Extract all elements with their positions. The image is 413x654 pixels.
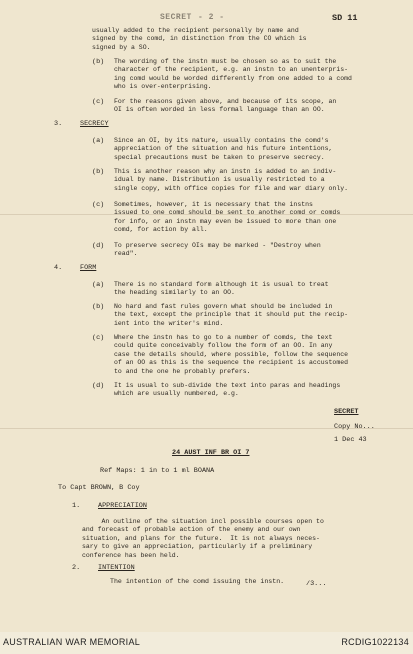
form-para-c: Where the instn has to go to a number of comds, the text could quite conceivably follow the form of an OO. In any case the details should, where possible, follow the sequence of an OO as this is the sequence the recipient is accustomed to and the one he probably prefers. xyxy=(114,334,349,375)
example-para-title: INTENTION xyxy=(98,564,135,572)
paragraph-c: For the reasons given above, and because of its scope, an OI is often worded in less formal language than an OO. xyxy=(114,98,337,114)
section-title: FORM xyxy=(80,264,97,272)
section-number: 3. xyxy=(54,120,63,128)
example-copy-number: Copy No... xyxy=(334,423,375,431)
para-label: (a) xyxy=(92,281,105,289)
example-para-title: APPRECIATION xyxy=(98,502,147,510)
para-label: (b) xyxy=(92,58,105,66)
example-para-number: 1. xyxy=(72,502,81,510)
secrecy-para-c: Sometimes, however, it is necessary that the instns issued to one comd should be sent to another comd or comds for info, or an instn may even be issued to more than one comd, for action by all. xyxy=(114,201,341,234)
example-addressee: To Capt BROWN, B Coy xyxy=(58,484,140,492)
archive-footer xyxy=(0,632,413,654)
document-code: SD 11 xyxy=(332,13,358,23)
para-label: (c) xyxy=(92,201,105,209)
para-label: (b) xyxy=(92,303,105,311)
form-para-d: It is usual to sub-divide the text into paras and headings which are usually numbered, e.g. xyxy=(114,382,341,398)
para-label: (c) xyxy=(92,334,105,342)
para-label: (a) xyxy=(92,137,105,145)
example-para-number: 2. xyxy=(72,564,81,572)
para-label: (d) xyxy=(92,242,105,250)
form-para-b: No hard and fast rules govern what should be included in the text, except the principle that it should put the recip- ient into the writer's mind. xyxy=(114,303,349,327)
continuation-text: usually added to the recipient personally by name and signed by the comd, in distinction from the CO which is signed by a SO. xyxy=(92,27,307,51)
example-intention-text: The intention of the comd issuing the instn. xyxy=(110,578,285,585)
section-title: SECRECY xyxy=(80,120,109,128)
example-security-marking: SECRET xyxy=(334,408,359,416)
record-id: RCDIG1022134 xyxy=(341,637,409,647)
archive-name: AUSTRALIAN WAR MEMORIAL xyxy=(3,637,141,647)
form-para-a: There is no standard form although it is usual to treat the heading similarly to an OO. xyxy=(114,281,329,297)
example-appreciation-text: An outline of the situation incl possible courses open to and forecast of probable action of the enemy and our own situation, and plans for the future. It is not always neces- sary to give an appreciation, particularly if a preliminary conference has been held. xyxy=(82,518,324,559)
para-label: (b) xyxy=(92,168,105,176)
example-date: 1 Dec 43 xyxy=(334,436,367,444)
secrecy-para-b: This is another reason why an instn is added to an indiv- idual by name. Distribution is usually restricted to a single copy, with office copies for file and war diary only. xyxy=(114,168,349,192)
page-number: - 2 - xyxy=(198,13,225,22)
secrecy-para-d: To preserve secrecy OIs may be marked - "Destroy when read". xyxy=(114,242,321,258)
continued-marker: /3... xyxy=(306,580,327,588)
example-ref-maps: Ref Maps: 1 in to 1 ml BOANA xyxy=(100,467,215,475)
paragraph-b: The wording of the instn must be chosen so as to suit the character of the recipient, e.g. an instn to an unenterpris- ing comd would be worded differently from one added to a comd who is over-enterprising. xyxy=(114,58,352,91)
para-label: (d) xyxy=(92,382,105,390)
para-label: (c) xyxy=(92,98,105,106)
example-title: 24 AUST INF BR OI 7 xyxy=(172,449,250,457)
security-marking: SECRET xyxy=(160,13,192,22)
section-number: 4. xyxy=(54,264,63,272)
secrecy-para-a: Since an OI, by its nature, usually contains the comd's appreciation of the situation and his future intentions, special precautions must be taken to preserve secrecy. xyxy=(114,137,333,161)
